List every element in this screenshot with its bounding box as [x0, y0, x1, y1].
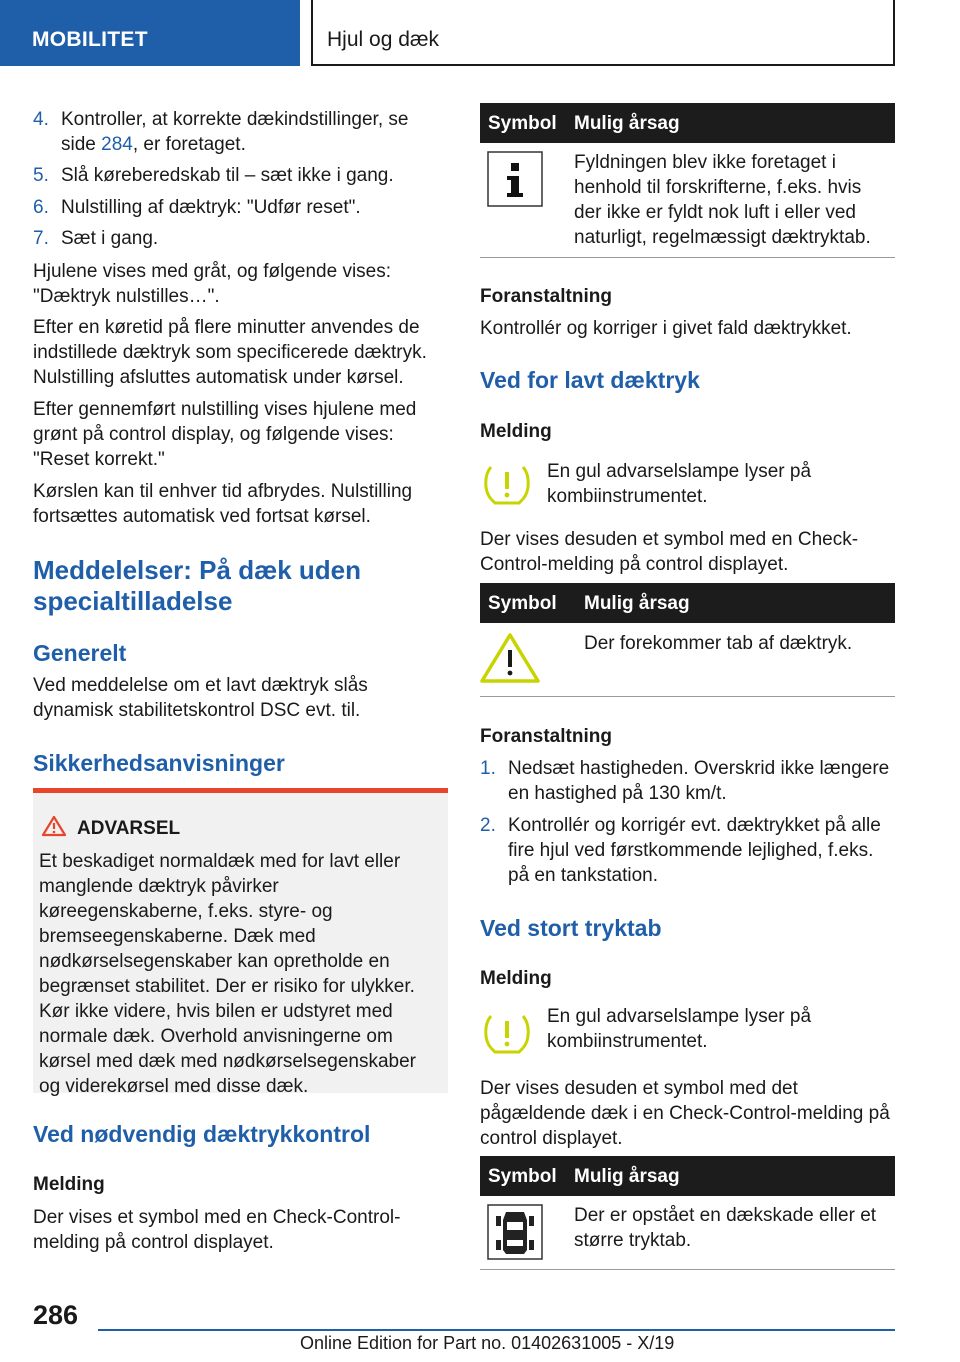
heading-big-loss: Ved stort tryktab [480, 915, 662, 941]
col-cause: Mulig årsag [574, 113, 680, 134]
step-text-end: , er foretaget. [132, 134, 246, 155]
car-tire-damage-icon [487, 1204, 543, 1260]
heading-action: Foranstaltning [480, 726, 612, 747]
warning-box [33, 788, 448, 1097]
table-header [480, 1156, 895, 1196]
paragraph-drive-time: Efter en køretid på flere minutter anvendes de indstillede dæktryk som specificerede dæktryk. Nulstilling afsluttes automatisk under kørsel. [33, 317, 427, 388]
step-number: 5. [33, 165, 49, 186]
table-header [480, 103, 895, 143]
table-cell-cause: Fyldningen blev ikke foretaget i henhold til forskrifterne, f.eks. hvis der ikke er fyldt nok luft i eller ved naturligt, regelmæssigt dæktryktab. [574, 152, 871, 248]
step-text: Slå køreberedskab til – sæt ikke i gang. [61, 165, 394, 186]
section-tab: MOBILITET [0, 0, 300, 66]
heading-line-1: Meddelelser: På dæk uden [33, 555, 361, 585]
lamp-description: En gul advarselslampe lyser på kombiinstrumentet. [547, 461, 812, 507]
table-cell-cause: Der forekommer tab af dæktryk. [584, 633, 853, 654]
paragraph-interrupt: Kørslen kan til enhver tid afbrydes. Nulstilling fortsættes automatisk ved fortsat kørsel. [33, 481, 413, 527]
col-symbol: Symbol [488, 1166, 557, 1187]
col-cause: Mulig årsag [584, 593, 690, 614]
heading-messages [33, 555, 448, 617]
heading-necessary-check: Ved nødvendig dæktrykkontrol [33, 1121, 371, 1147]
step-text: Sæt i gang. [61, 228, 159, 249]
step-number: 7. [33, 228, 49, 249]
paragraph-symbol-shown: Der vises desuden et symbol med en Check-Control-melding på control displayet. [480, 529, 859, 575]
table-divider [480, 1269, 895, 1270]
warning-title: ADVARSEL [77, 818, 181, 839]
warning-triangle-icon [479, 632, 541, 684]
paragraph-symbol-tire: Der vises desuden et symbol med det pågældende dæk i en Check-Control-melding på control displayet. [480, 1078, 890, 1149]
table-divider [480, 257, 895, 258]
step-number: 1. [480, 758, 496, 779]
tire-pressure-lamp-icon [482, 463, 532, 505]
warning-triangle-icon [41, 815, 67, 837]
table-header [480, 583, 895, 623]
info-icon [487, 151, 543, 207]
step-text: Kontrollér og korrigér evt. dæktrykket på alle fire hjul ved førstkommende lejlighed, f.eks. på en tankstation. [508, 815, 881, 886]
paragraph-general: Ved meddelelse om et lavt dæktryk slås dynamisk stabilitetskontrol DSC evt. til. [33, 675, 368, 721]
heading-message: Melding [480, 968, 552, 989]
tire-pressure-lamp-icon [482, 1012, 532, 1054]
col-symbol: Symbol [488, 593, 557, 614]
lamp-description: En gul advarselslampe lyser på kombiinstrumentet. [547, 1006, 812, 1052]
step-number: 4. [33, 109, 49, 130]
heading-general: Generelt [33, 640, 127, 666]
step-number: 6. [33, 197, 49, 218]
warning-text: Et beskadiget normaldæk med for lavt eller manglende dæktryk påvirker køreegenskaberne, f.eks. styre- og bremseegenskaberne. Dæk med nødkørselsegenskaber kan opretholde en begrænset stabilitet. Der er risiko for ulykker. Kør ikke videre, hvis bilen er udstyret med normale dæk. Overhold anvisningerne om kørsel med dæk med nødkørselsegenskaber og viderekørsel med disse dæk. [39, 851, 416, 1097]
step-text: Nulstilling af dæktryk: "Udfør reset". [61, 197, 361, 218]
page-link[interactable]: 284 [101, 134, 133, 155]
heading-message: Melding [480, 421, 552, 442]
page-number: 286 [33, 1300, 79, 1330]
table-divider [480, 696, 895, 697]
paragraph-action: Kontrollér og korriger i givet fald dæktrykket. [480, 318, 852, 339]
page-title: Hjul og dæk [311, 0, 895, 66]
step-text: Nedsæt hastigheden. Overskrid ikke længere en hastighed på 130 km/t. [508, 758, 890, 804]
paragraph-grey-wheels: Hjulene vises med gråt, og følgende vises: "Dæktryk nulstilles…". [33, 261, 392, 307]
heading-action: Foranstaltning [480, 286, 612, 307]
heading-safety: Sikkerhedsanvisninger [33, 750, 285, 776]
col-symbol: Symbol [488, 113, 557, 134]
step-text: Kontroller, at korrekte dækindstillinger, se side [61, 109, 409, 155]
step-number: 2. [480, 815, 496, 836]
table-cell-cause: Der er opstået en dækskade eller et større tryktab. [574, 1205, 877, 1251]
paragraph-reset-done: Efter gennemført nulstilling vises hjulene med grønt på control display, og følgende vises: "Reset korrekt." [33, 399, 417, 470]
edition-text: Online Edition for Part no. 01402631005 - X/19 [300, 1333, 675, 1353]
col-cause: Mulig årsag [574, 1166, 680, 1187]
paragraph-message: Der vises et symbol med en Check-Control-melding på control displayet. [33, 1207, 401, 1253]
heading-message: Melding [33, 1174, 105, 1195]
footer-rule [98, 1329, 895, 1331]
heading-line-2: specialtilladelse [33, 586, 233, 616]
heading-low-pressure: Ved for lavt dæktryk [480, 367, 700, 393]
